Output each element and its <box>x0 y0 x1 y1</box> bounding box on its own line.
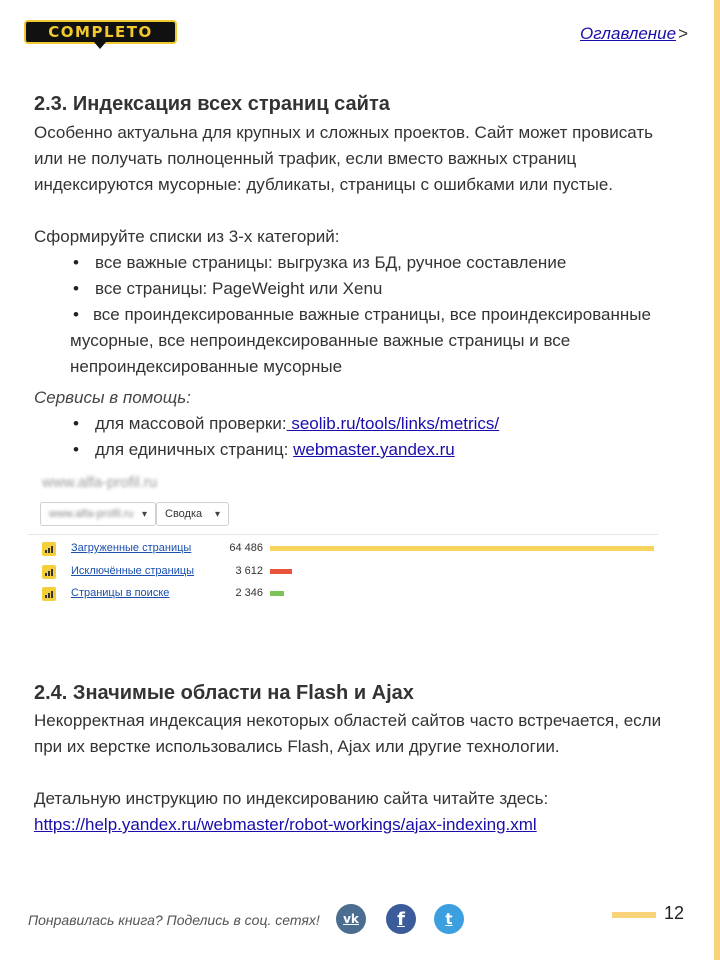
right-accent-bar <box>714 0 720 960</box>
stats-row-label[interactable]: Исключённые страницы <box>71 565 195 577</box>
vk-icon[interactable]: vk <box>336 904 366 934</box>
site-url: www.alfa-profil.ru <box>42 474 158 491</box>
stats-row-count: 64 486 <box>229 542 263 554</box>
facebook-icon[interactable]: f <box>386 904 416 934</box>
stats-row-count: 3 612 <box>235 565 263 577</box>
stats-row-bar <box>270 569 292 574</box>
list-item: • все важные страницы: выгрузка из БД, ручное составление <box>70 250 670 276</box>
service-item-single-page: • для единичных страниц: webmaster.yandex.ru <box>70 437 670 463</box>
stats-row-in-search <box>42 587 658 601</box>
webmaster-yandex-link[interactable]: webmaster.yandex.ru <box>293 440 455 459</box>
stats-row-bar <box>270 546 654 551</box>
section-2-4-title: 2.4. Значимые области на Flash и Ajax <box>34 682 414 704</box>
section-2-3-title: 2.3. Индексация всех страниц сайта <box>34 93 390 115</box>
section-2-4-paragraph: Некорректная индексация некоторых областей сайтов часто встречается, если при их верстке использовались Flash, Ajax или другие технологии. <box>34 711 662 756</box>
report-select[interactable]: Сводка ▾ <box>156 502 229 526</box>
chevron-down-icon: ▾ <box>141 508 147 520</box>
chart-icon <box>42 565 56 579</box>
chart-icon <box>42 587 56 601</box>
list-item: • все страницы: PageWeight или Xenu <box>70 276 670 302</box>
section-2-3-paragraph: Особенно актуальна для крупных и сложных проектов. Сайт может провисать или не получать полноценный трафик, если вместо важных страниц индексируются мусорные: дубликаты, страницы с ошибками или пустые. <box>34 123 654 194</box>
service-item-mass-check: • для массовой проверки: seolib.ru/tools/links/metrics/ <box>70 411 670 437</box>
stats-row-label[interactable]: Загруженные страницы <box>71 542 192 554</box>
ajax-indexing-link-container <box>34 812 674 838</box>
stats-row-count: 2 346 <box>235 587 263 599</box>
services-list <box>70 411 670 463</box>
share-prompt: Понравилась книга? Поделись в соц. сетях! <box>28 912 320 928</box>
list-item: • все проиндексированные важные страницы, все проиндексированные мусорные, все непроиндексированные важные страницы и все непроиндексированные мусорные <box>70 302 670 380</box>
completo-logo <box>24 20 177 48</box>
page-number: 12 <box>664 903 685 923</box>
chevron-down-icon: ▾ <box>214 508 220 520</box>
page-number-accent <box>612 912 656 918</box>
indexing-stats-panel <box>28 472 658 612</box>
divider <box>28 534 658 535</box>
twitter-icon[interactable]: t <box>434 904 464 934</box>
logo-text: COMPLETO <box>48 23 153 41</box>
toc-link[interactable]: Оглавление <box>579 24 677 43</box>
chart-icon <box>42 542 56 556</box>
site-select[interactable]: www.alfa-profil.ru ▾ <box>40 502 156 526</box>
services-title: Сервисы в помощь: <box>34 388 191 407</box>
list-intro: Сформируйте списки из 3-х категорий: <box>34 227 340 246</box>
toc-arrow-icon: > <box>678 24 688 43</box>
instruction-text: Детальную инструкцию по индексированию сайта читайте здесь: <box>34 789 549 808</box>
stats-row-loaded <box>42 542 658 556</box>
toc-link-container <box>580 24 688 44</box>
stats-row-excluded <box>42 565 658 579</box>
seolib-link[interactable]: seolib.ru/tools/links/metrics/ <box>286 414 500 433</box>
categories-list <box>70 250 670 380</box>
stats-row-bar <box>270 591 284 596</box>
stats-row-label[interactable]: Страницы в поиске <box>71 587 170 599</box>
ajax-indexing-link[interactable]: https://help.yandex.ru/webmaster/robot-workings/ajax-indexing.xml <box>34 815 537 834</box>
